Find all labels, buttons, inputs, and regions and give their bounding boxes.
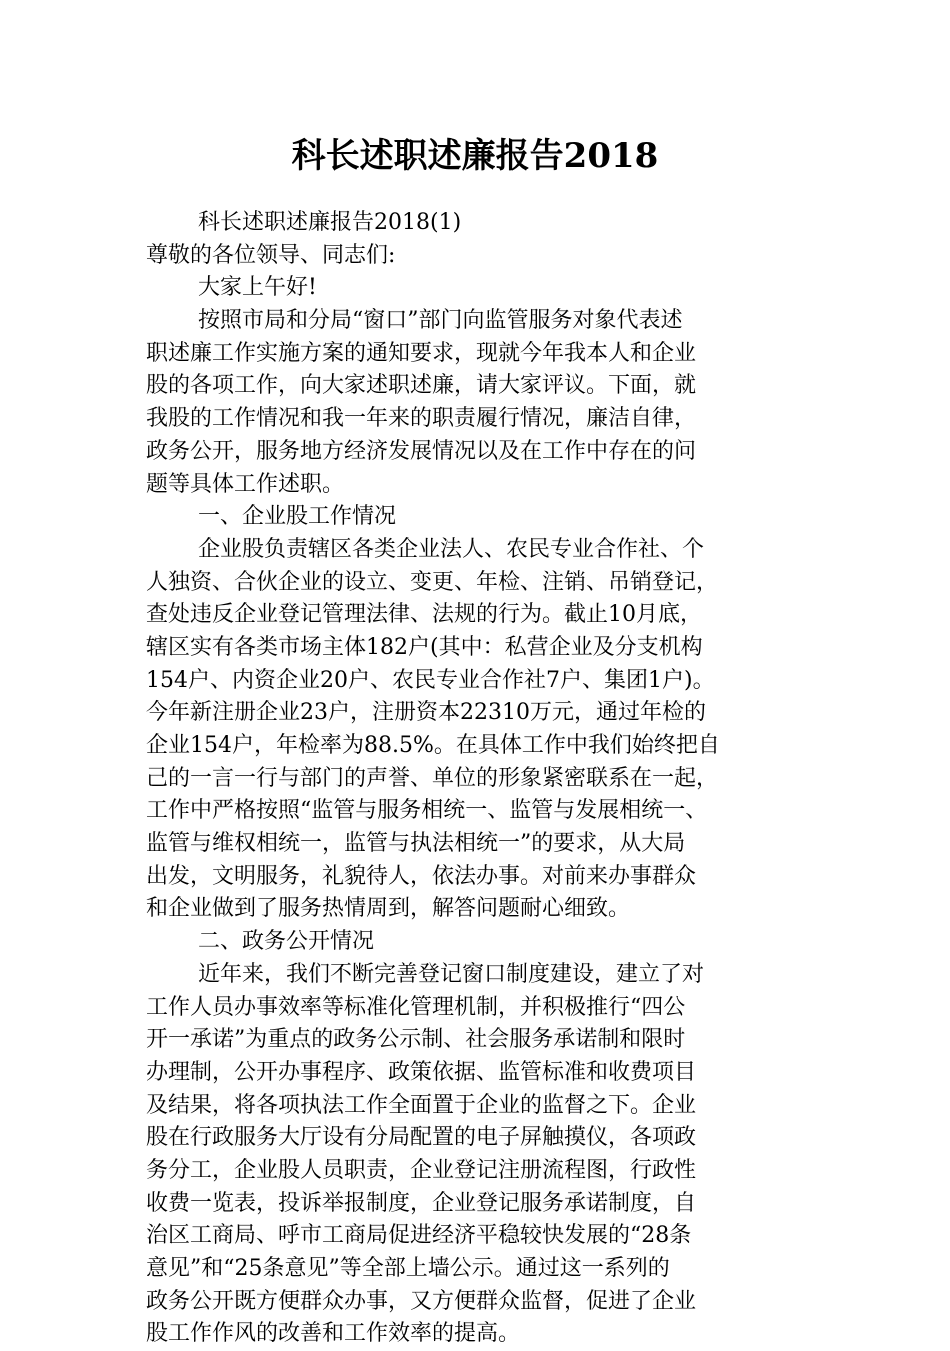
body-line: 及结果，将各项执法工作全面置于企业的监督之下。企业 <box>146 1092 697 1118</box>
body-line: 己的一言一行与部门的声誉、单位的形象紧密联系在一起， <box>146 765 719 791</box>
body-line: 股在行政服务大厅设有分局配置的电子屏触摸仪，各项政 <box>146 1125 697 1151</box>
body-line: 开一承诺”为重点的政务公示制、社会服务承诺制和限时 <box>146 1027 686 1053</box>
body-line: 股的各项工作，向大家述职述廉，请大家评议。下面，就 <box>146 373 697 399</box>
body-line: 今年新注册企业23户，注册资本22310万元，通过年检的 <box>146 700 706 726</box>
body-line: 我股的工作情况和我一年来的职责履行情况，廉洁自律， <box>146 406 697 432</box>
body-line: 查处违反企业登记管理法律、法规的行为。截止10月底， <box>146 602 702 628</box>
body-line: 按照市局和分局“窗口”部门向监管服务对象代表述 <box>198 308 683 334</box>
body-line: 一、企业股工作情况 <box>198 504 397 530</box>
body-line: 出发，文明服务，礼貌待人，依法办事。对前来办事群众 <box>146 863 697 889</box>
body-line: 大家上午好! <box>198 275 317 301</box>
body-line: 股工作作风的改善和工作效率的提高。 <box>146 1321 521 1347</box>
body-line: 治区工商局、呼市工商局促进经济平稳较快发展的“28条 <box>146 1223 692 1249</box>
body-line: 务分工，企业股人员职责，企业登记注册流程图，行政性 <box>146 1157 697 1183</box>
body-line: 职述廉工作实施方案的通知要求，现就今年我本人和企业 <box>146 340 697 366</box>
body-line: 工作中严格按照“监管与服务相统一、监管与发展相统一、 <box>146 798 708 824</box>
document-title: 科长述职述廉报告2018 <box>291 136 659 176</box>
body-line: 近年来，我们不断完善登记窗口制度建设，建立了对 <box>198 961 705 987</box>
body-line: 企业154户，年检率为88.5%。在具体工作中我们始终把自 <box>146 733 720 758</box>
body-line: 政务公开既方便群众办事，又方便群众监督，促进了企业 <box>146 1288 697 1314</box>
body-line: 二、政务公开情况 <box>198 929 375 955</box>
body-line: 收费一览表，投诉举报制度，企业登记服务承诺制度，自 <box>146 1190 697 1216</box>
body-line: 政务公开，服务地方经济发展情况以及在工作中存在的问 <box>146 438 697 464</box>
body-line: 企业股负责辖区各类企业法人、农民专业合作社、个 <box>198 536 705 562</box>
body-line: 题等具体工作述职。 <box>146 471 345 497</box>
body-line: 辖区实有各类市场主体182户(其中：私营企业及分支机构 <box>146 634 703 660</box>
body-line: 154户、内资企业20户、农民专业合作社7户、集团1户)。 <box>146 667 715 693</box>
body-line: 工作人员办事效率等标准化管理机制，并积极推行“四公 <box>146 994 686 1020</box>
document-body <box>146 207 806 1351</box>
body-line: 办理制，公开办事程序、政策依据、监管标准和收费项目 <box>146 1059 697 1085</box>
body-line: 监管与维权相统一，监管与执法相统一”的要求，从大局 <box>146 831 686 857</box>
body-line: 科长述职述廉报告2018(1) <box>198 210 462 235</box>
body-line: 意见”和“25条意见”等全部上墙公示。通过这一系列的 <box>146 1256 670 1281</box>
body-line: 和企业做到了服务热情周到，解答问题耐心细致。 <box>146 896 631 922</box>
body-line: 人独资、合伙企业的设立、变更、年检、注销、吊销登记， <box>146 569 719 595</box>
body-line: 尊敬的各位领导、同志们: <box>146 242 396 268</box>
